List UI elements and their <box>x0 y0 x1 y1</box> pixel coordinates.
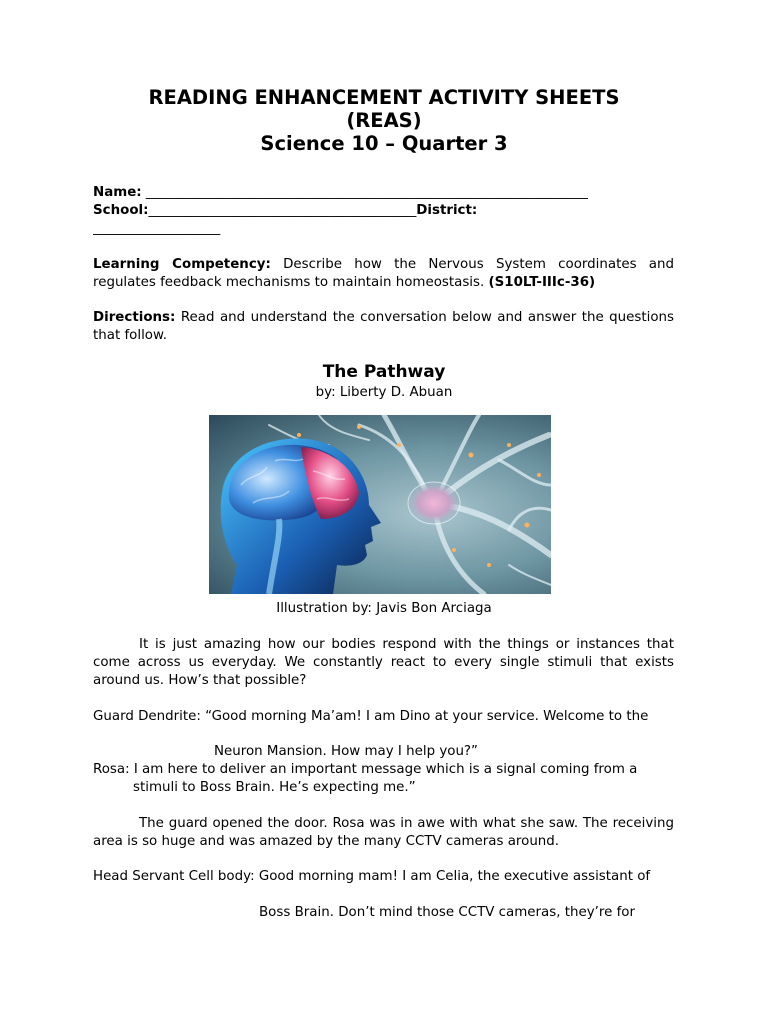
dialogue-head-servant-line1: Head Servant Cell body: Good morning mam! I am Celia, the executive assistant of <box>93 869 651 884</box>
dialogue-head-servant-line2: Boss Brain. Don’t mind those CCTV cameras, they’re for <box>259 905 635 920</box>
district-blank[interactable]: ___________________ <box>93 221 221 236</box>
illustration-caption: Illustration by: Javis Bon Arciaga <box>276 601 492 616</box>
story-paragraph-guard-door: The guard opened the door. Rosa was in awe with what she saw. The receiving area is so huge and was amazed by the many CCTV cameras around. <box>93 816 674 849</box>
competency-label: Learning Competency: <box>93 257 271 272</box>
school-label: School: <box>93 203 149 218</box>
directions-label: Directions: <box>93 310 176 325</box>
dialogue-guard-line1: Guard Dendrite: “Good morning Ma’am! I am Dino at your service. Welcome to the <box>93 709 649 724</box>
dialogue-rosa-line2: stimuli to Boss Brain. He’s expecting me.” <box>133 780 416 795</box>
header-acronym: (REAS) <box>346 109 422 132</box>
name-label: Name: <box>93 185 142 200</box>
school-field[interactable] <box>93 202 674 220</box>
directions-text: Read and understand the conversation below and answer the questions that follow. <box>93 310 674 343</box>
header-title: READING ENHANCEMENT ACTIVITY SHEETS <box>148 86 620 109</box>
dialogue-guard-line2: Neuron Mansion. How may I help you?” <box>214 744 478 759</box>
story-paragraph-intro: It is just amazing how our bodies respond with the things or instances that come across us everyday. We constantly react to every single stimuli that exists around us. How’s that possible? <box>93 637 674 688</box>
district-field[interactable] <box>93 220 674 238</box>
header-subject: Science 10 – Quarter 3 <box>260 132 508 155</box>
name-blank[interactable]: __________________________________________________________________ <box>145 185 588 200</box>
directions <box>93 309 674 345</box>
brain-neuron-illustration-art <box>209 415 551 594</box>
learning-competency <box>93 256 674 292</box>
story-title: The Pathway <box>322 362 446 382</box>
competency-text: Describe how the Nervous System coordinates and regulates feedback mechanisms to maintain homeostasis. <box>93 257 675 290</box>
competency-code: (S10LT-IIIc-36) <box>488 275 596 290</box>
name-field[interactable] <box>93 184 674 202</box>
document-header <box>0 86 768 155</box>
district-label: District: <box>416 203 478 218</box>
dialogue-rosa-line1: Rosa: I am here to deliver an important message which is a signal coming from a <box>93 762 638 777</box>
school-blank[interactable]: ________________________________________ <box>148 203 417 218</box>
brain-neuron-illustration <box>209 415 551 594</box>
story-byline: by: Liberty D. Abuan <box>315 385 453 400</box>
